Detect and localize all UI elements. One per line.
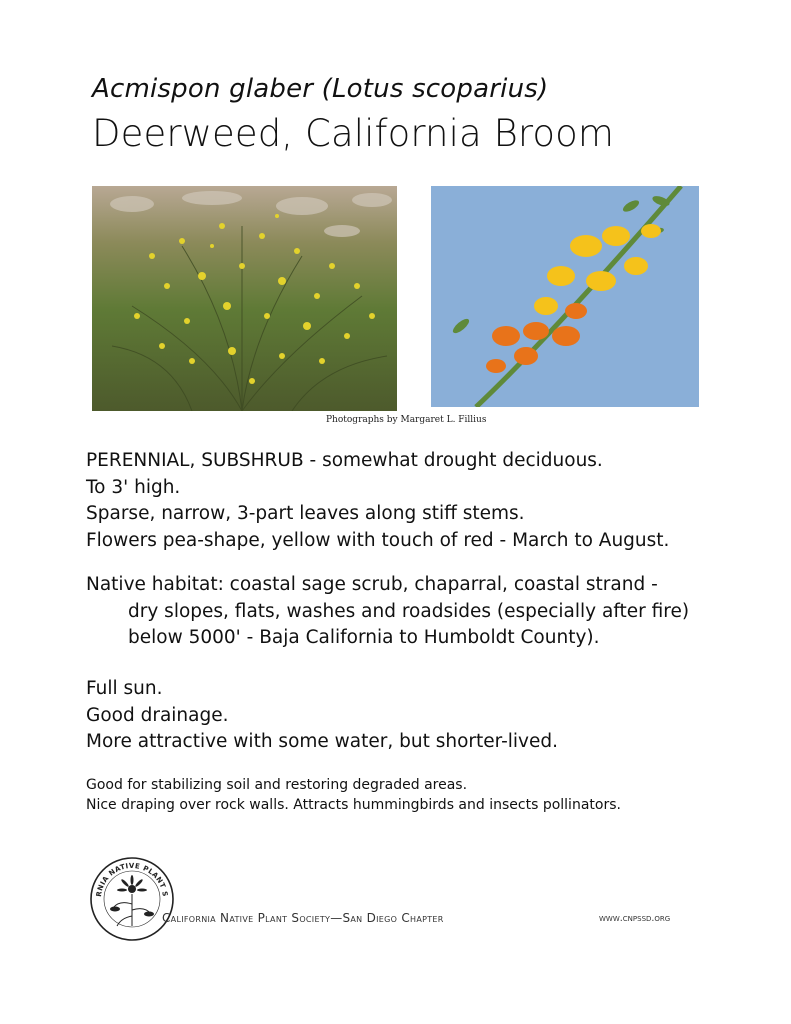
care-block	[86, 676, 558, 756]
description-line: Flowers pea-shape, yellow with touch of red - March to August.	[86, 529, 670, 551]
care-line: Full sun.	[86, 678, 163, 699]
care-line: Good drainage.	[86, 704, 229, 726]
footer-organization: California Native Plant Society—San Diego Chapter	[162, 911, 444, 925]
notes-line: Good for stabilizing soil and restoring degraded areas.	[86, 777, 468, 793]
notes-block	[86, 775, 621, 815]
description-line: Sparse, narrow, 3-part leaves along stiff stems.	[86, 503, 525, 524]
description-line: PERENNIAL, SUBSHRUB - somewhat drought deciduous.	[86, 450, 603, 471]
seal-icon	[89, 856, 175, 942]
cnps-logo	[89, 856, 175, 942]
habitat-line: below 5000' - Baja California to Humboldt County).	[128, 627, 600, 648]
habitat-line: dry slopes, flats, washes and roadsides (especially after fire)	[128, 600, 690, 622]
shrub-photo	[92, 186, 397, 411]
habitat-line: Native habitat: coastal sage scrub, chaparral, coastal strand -	[86, 574, 658, 595]
habitat-block	[86, 572, 689, 652]
description-block	[86, 448, 669, 554]
page-title: Deerweed, California Broom	[92, 112, 615, 155]
care-line: More attractive with some water, but shorter-lived.	[86, 731, 559, 752]
scientific-name: Acmispon glaber (Lotus scoparius)	[92, 74, 549, 104]
seal-text: RNIA NATIVE PLANT S	[94, 861, 169, 898]
footer-url: www.cnpssd.org	[599, 913, 671, 924]
description-line: To 3' high.	[86, 476, 181, 498]
notes-line: Nice draping over rock walls. Attracts hummingbirds and insects pollinators.	[86, 797, 621, 813]
flower-illustration	[431, 186, 699, 407]
flower-photo	[431, 186, 699, 407]
shrub-illustration	[92, 186, 397, 411]
photo-credit: Photographs by Margaret L. Fillius	[326, 415, 487, 425]
